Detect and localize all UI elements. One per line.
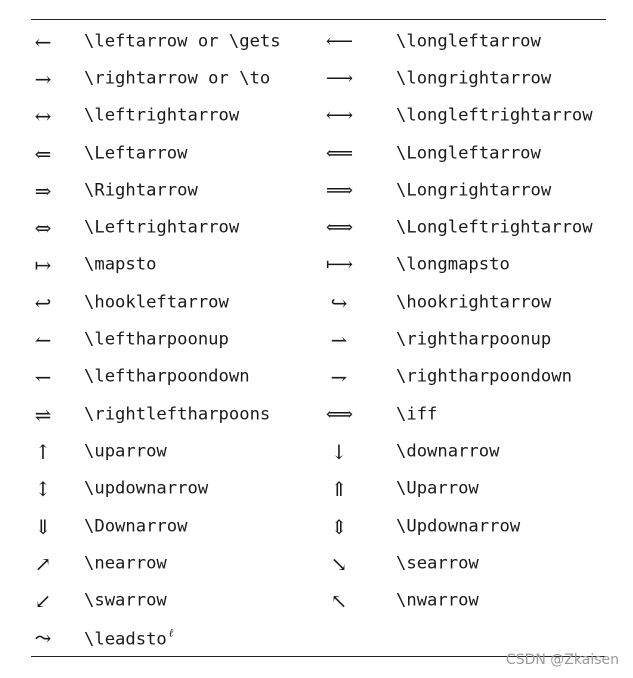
arrow-symbol: ↩ (34, 290, 52, 315)
table-row (0, 284, 633, 321)
arrow-symbol: ⤳ (34, 626, 52, 651)
latex-command: \longleftrightarrow (396, 105, 593, 126)
latex-command: \hookleftarrow (84, 292, 229, 313)
arrow-symbol: ↑ (34, 439, 52, 464)
latex-command: \iff (396, 404, 438, 425)
arrow-symbol: ⇕ (330, 514, 348, 539)
latex-command: \Leftrightarrow (84, 217, 240, 238)
arrow-symbol: ← (34, 29, 52, 54)
table-row (0, 209, 633, 246)
table-row (0, 60, 633, 97)
table-row (0, 582, 633, 619)
latex-command: \leftharpoonup (84, 329, 229, 350)
latex-command: \Leftarrow (84, 142, 188, 163)
table-row (0, 471, 633, 508)
table-row (0, 433, 633, 470)
latex-command: \uparrow (84, 441, 167, 462)
latex-command: \longmapsto (396, 254, 510, 275)
latex-command: \nearrow (84, 553, 167, 574)
latex-command: \swarrow (84, 590, 167, 611)
arrow-symbol: ↦ (34, 253, 52, 278)
arrow-symbol: ↔ (34, 104, 52, 129)
latex-command: \searrow (396, 553, 479, 574)
table-row (0, 396, 633, 433)
table-row (0, 247, 633, 284)
table-row (0, 172, 633, 209)
arrow-symbol: ↖ (330, 589, 348, 614)
latex-command: \Uparrow (396, 478, 479, 499)
arrow-symbol: ⟷ (325, 104, 353, 127)
latex-command: \longleftarrow (396, 31, 541, 52)
table-row (0, 508, 633, 545)
arrow-symbol: ⇔ (34, 216, 52, 241)
table-row (0, 135, 633, 172)
table-row (0, 98, 633, 135)
latex-command: \updownarrow (84, 478, 209, 499)
arrow-symbol: ⟸ (325, 142, 353, 165)
arrow-symbol: ⟼ (325, 253, 353, 276)
arrow-symbol: ⟹ (325, 179, 353, 202)
latex-command: \leftarrow or \gets (84, 31, 281, 52)
arrow-symbol: ↽ (34, 365, 52, 390)
latex-command: \rightarrow or \to (84, 68, 271, 89)
latex-command: \nwarrow (396, 590, 479, 611)
table-row (0, 321, 633, 358)
arrow-symbol: ⇐ (34, 141, 52, 166)
arrow-symbol: ⇀ (330, 328, 348, 353)
latex-command: \downarrow (396, 441, 500, 462)
latex-command: \rightharpoonup (396, 329, 552, 350)
latex-command: \Longleftrightarrow (396, 217, 593, 238)
arrow-symbol: ⇁ (330, 365, 348, 390)
latex-command: \Longleftarrow (396, 142, 541, 163)
arrow-symbol: ⟺ (325, 216, 353, 239)
latex-command: \leftharpoondown (84, 366, 250, 387)
arrow-symbol: ↪ (330, 290, 348, 315)
arrow-symbol-table (0, 23, 633, 657)
watermark: CSDN @Zkaisen (505, 652, 619, 668)
arrow-symbol: → (34, 66, 52, 91)
latex-command: \hookrightarrow (396, 292, 552, 313)
latex-command-text: \leadsto (84, 629, 167, 650)
latex-command: \Longrightarrow (396, 180, 552, 201)
latex-command: \Downarrow (84, 515, 188, 536)
latex-command (84, 628, 173, 649)
top-rule (31, 19, 606, 20)
arrow-symbol: ⇓ (34, 514, 52, 539)
arrow-symbol: ⟵ (325, 30, 353, 53)
arrow-symbol: ↓ (330, 439, 348, 464)
table-row (0, 359, 633, 396)
latex-command: \rightharpoondown (396, 366, 572, 387)
latex-command: \longrightarrow (396, 68, 552, 89)
arrow-symbol: ⇒ (34, 178, 52, 203)
arrow-symbol: ⇑ (330, 477, 348, 502)
arrow-symbol: ↙ (34, 589, 52, 614)
arrow-symbol: ↘ (330, 551, 348, 576)
table-row (0, 23, 633, 60)
table-row (0, 545, 633, 582)
latex-command: \mapsto (84, 254, 157, 275)
arrow-symbol: ⟶ (325, 67, 353, 90)
arrow-symbol: ⟺ (325, 403, 353, 426)
latex-command: \Rightarrow (84, 180, 198, 201)
arrow-symbol: ↕ (34, 477, 52, 502)
arrow-symbol: ⇌ (34, 402, 52, 427)
latex-command: \Updownarrow (396, 515, 521, 536)
arrow-symbol: ↗ (34, 551, 52, 576)
latex-command: \rightleftharpoons (84, 404, 271, 425)
latex-command: \leftrightarrow (84, 105, 240, 126)
arrow-symbol: ↼ (34, 328, 52, 353)
footnote-marker: ℓ (168, 626, 174, 640)
